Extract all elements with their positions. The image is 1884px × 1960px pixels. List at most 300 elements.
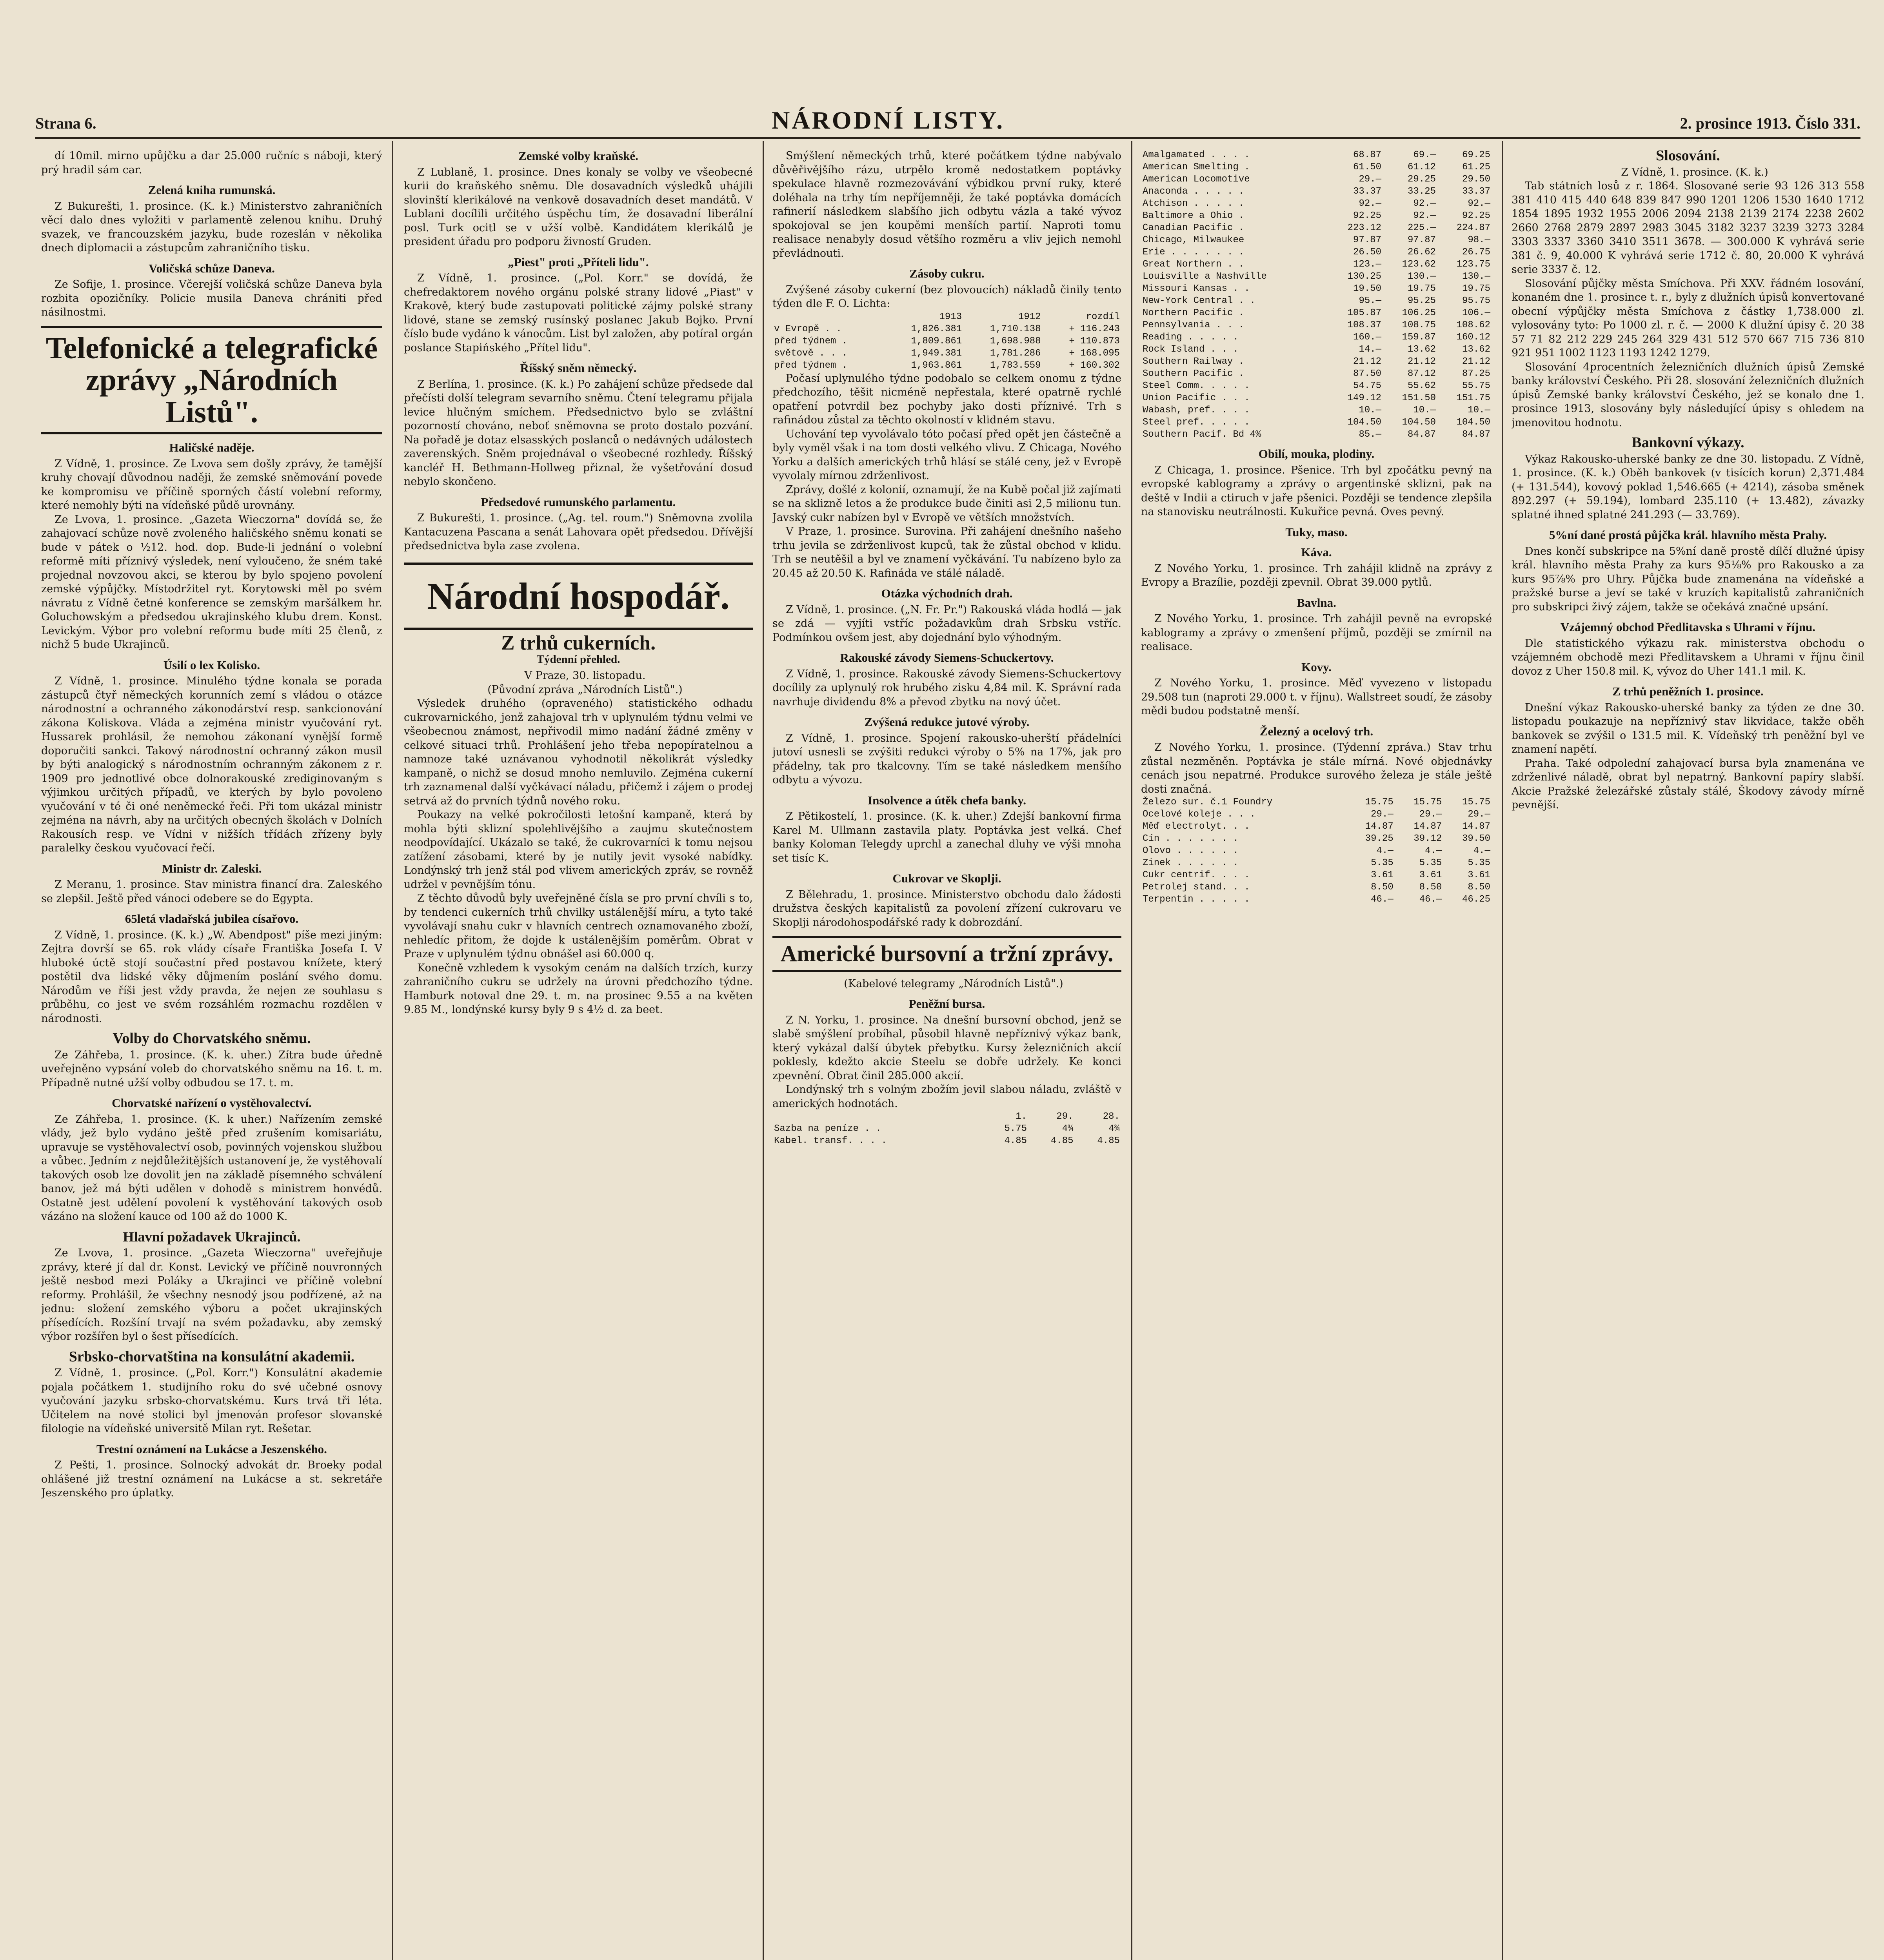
- table-row: [1141, 796, 1492, 808]
- table-row: [772, 335, 1121, 347]
- table-cell: 4.85: [1050, 1136, 1074, 1147]
- table-row: [1141, 820, 1492, 833]
- article-heading: Peněžní bursa.: [908, 997, 985, 1011]
- table-cell: 55.62: [1407, 381, 1436, 391]
- article-heading: Trestní oznámení na Lukácse a Jeszenského.: [96, 1442, 327, 1456]
- table-row: [1141, 270, 1492, 283]
- table-cell: 87.12: [1407, 368, 1436, 379]
- table-cell: 13.62: [1462, 344, 1490, 355]
- table-cell: 108.75: [1402, 320, 1436, 330]
- table-cell: 1,783.559: [990, 360, 1041, 371]
- table-row: [772, 347, 1121, 359]
- section-banner: [404, 563, 753, 630]
- article-text: Z Nového Yorku, 1. prosince. Měď vyvezeno v listopadu 29.508 tun (naproti 29.000 t. v říjnu). Wallstreet soudí, že zásoby mědi budou podstatně menší.: [1141, 677, 1492, 717]
- article-text: Dnes končí subskripce na 5%ní daně prostě dílčí dlužné úpisy král. hlavního města Prahy za kurs 95⅛% pro Rakousko a za kurs 95⅞% pro Uhry. Půjčka bude znamenána na vídeňské a pražské burse a jeví se také v kruzích kapitalistů zahraničních pro subskripci živý zájem, takže se očekává značné upsání.: [1512, 545, 1864, 613]
- money-rates-table: [772, 1111, 1121, 1147]
- article-heading: Volby do Chorvatského sněmu.: [113, 1030, 311, 1047]
- table-cell: 8.50: [1468, 882, 1490, 893]
- table-cell: 8.50: [1371, 882, 1393, 893]
- table-cell: Canadian Pacific .: [1143, 223, 1244, 233]
- article-text: Z Lublaně, 1. prosince. Dnes konaly se volby ve všeobecné kurii do kraňského sněmu. Dle dosavadních výsledků uhájili slovinští klerikálové na venkově dosavadních deset mandátů. V Lublani docílili určitého úspěchu tím, že dosavadní liberální posl. Turk ocitl se v užší volbě. Kandidátem klerikálů je president úřadu pro podporu živností Gruden.: [404, 166, 753, 248]
- table-cell: 224.87: [1456, 223, 1490, 233]
- table-row: [1141, 845, 1492, 857]
- article-heading: Zemské volby kraňské.: [518, 149, 638, 163]
- table-cell: 130.—: [1407, 271, 1436, 282]
- article-heading: Kovy.: [1301, 660, 1332, 674]
- article-text: Zvýšené zásoby cukerní (bez plovoucích) nákladů činily tento týden dle F. O. Lichta:: [772, 283, 1121, 310]
- table-row: [1141, 185, 1492, 198]
- column-2: [404, 149, 753, 1960]
- table-cell: Reading . . . . .: [1143, 332, 1239, 343]
- table-cell: Southern Pacific .: [1143, 368, 1244, 379]
- table-header: 29.: [1056, 1111, 1074, 1122]
- table-cell: 1,809.861: [911, 336, 962, 347]
- table-cell: Union Pacific . . .: [1143, 393, 1250, 403]
- article-source: (Kabelové telegramy „Národních Listů".): [844, 977, 1063, 990]
- table-row: [1141, 343, 1492, 356]
- article-text: V Praze, 1. prosince. Surovina. Při zahájení dnešního našeho trhu jevila se zdrženlivost kupců, tak že zůstal obchod v klidu. Trh se neutěšil a byl ve znamení vyčkávání. Tu nabízeno bylo za 20.45 až 20.50 K. Rafináda ve stálé náladě.: [772, 525, 1121, 579]
- article-text: Z těchto důvodů byly uveřejněné čísla se pro první chvíli s to, by tendenci cukerních trhů chvilky ustálenější míru, a tyto také vyvolávají snahu cukr v hlavních centrech oznamovaného zboží, nehledíc přitom, že dojde k ustálenějším poměrům. Obrat v Praze v uplynulém týdnu obnášel asi 60.000 q.: [404, 892, 753, 960]
- table-row: [1141, 307, 1492, 319]
- table-cell: + 168.095: [1069, 348, 1120, 359]
- table-cell: Ocelové koleje . . .: [1143, 809, 1256, 820]
- table-row: [772, 359, 1121, 372]
- article-text: Z Berlína, 1. prosince. (K. k.) Po zahájení schůze předsede dal přečísti dolší telegram sevarního sněmu. Čtení telegramu přijala levice hlučným smíchem. Předsednictvo bylo se zvláštní pozorností chováno, neboť sněmovna se proto dostalo pozvání. Na pořadě je dotaz elsasských poslanců o nedávných událostech zaverenských. Sněm projednával o všeobecné rozhledy. Říšský kancléř H. Bethmann-Hollweg přiznal, že vyšetřování dosud nebylo skončeno.: [404, 378, 753, 488]
- table-cell: 4¾: [1062, 1123, 1074, 1134]
- table-cell: 108.62: [1456, 320, 1490, 330]
- table-cell: 123.62: [1402, 259, 1436, 270]
- article-text: Dnešní výkaz Rakousko-uherské banky za týden ze dne 30. listopadu poukazuje na nepříznivý stav likvidace, takže oběh bankovek se zvýšil o 131.5 mil. K. Vídeňský trh peněžní byl ve znamení napětí.: [1512, 701, 1864, 755]
- table-cell: 1,781.286: [990, 348, 1041, 359]
- table-cell: 15.75: [1462, 797, 1490, 808]
- article-heading: Voličská schůze Daneva.: [149, 261, 275, 275]
- table-header: 1.: [1016, 1111, 1027, 1122]
- table-cell: Baltimore a Ohio .: [1143, 211, 1244, 221]
- table-cell: Rock Island . . .: [1143, 344, 1239, 355]
- table-cell: 14.87: [1413, 821, 1442, 832]
- column-4: [1141, 149, 1492, 1960]
- table-cell: Southern Railway .: [1143, 356, 1244, 367]
- article-text: Ze Záhřeba, 1. prosince. (K. k. uher.) Zítra bude úředně uveřejněno vypsání voleb do chorvatského sněmu na 16. t. m. Případně nutné užší volby odbudou se 17. t. m.: [41, 1049, 382, 1089]
- article-heading: Cukrovar ve Skoplji.: [892, 871, 1001, 885]
- article-text: Z Nového Yorku, 1. prosince. Trh zahájil pevně na evropské kablogramy a zprávy o zmenšení příjmů, později se zmírnil na realisace.: [1141, 613, 1492, 653]
- section-banner: [41, 326, 382, 435]
- article-heading: Haličské naděje.: [169, 441, 254, 455]
- table-cell: 3.61: [1371, 870, 1393, 880]
- table-cell: Pennsylvania . . .: [1143, 320, 1244, 330]
- article-text: Z Meranu, 1. prosince. Stav ministra financí dra. Zaleského se zlepšil. Ještě před vánoci odebere se do Egypta.: [41, 878, 382, 905]
- table-cell: 5.35: [1468, 858, 1490, 868]
- stocks-table: [1141, 149, 1492, 441]
- table-cell: 46.—: [1419, 894, 1442, 905]
- article-text: Tab státních losů z r. 1864. Slosované serie 93 126 313 558 381 410 415 440 648 839 847 990 1201 1206 1530 1640 1712 1854 1895 1932 1955 2006 2094 2138 2139 2174 2238 2602 2660 2768 2879 2897 2983 3045 3182 3237 3239 3273 3284 3303 3337 3360 3410 3511 3678. — 300.000 K vyhrává serie 381 č. 9, 40.000 K vyhrává serie 1712 č. 80, 20.000 K vyhrává serie 3337 č. 12.: [1512, 180, 1864, 276]
- table-cell: 5.75: [1004, 1123, 1027, 1134]
- article-text: Z Vídně, 1. prosince. („Pol. Korr.") Konsulátní akademie pojala počátkem 1. studijního roku do své učebné osnovy vyučování jazyku srbsko-chorvatskému. Kurs trvá tři léta. Učitelem na nové stolici byl jmenován profesor slovanské filologie na vídeňské universitě Milan ryt. Rešetar.: [41, 1367, 382, 1435]
- table-cell: 130.—: [1462, 271, 1490, 282]
- table-header: [772, 311, 885, 323]
- page-header: [35, 94, 1860, 139]
- article-text: Uchování tep vyvolávalo tóto počasí před opět jen částečně a byly vyměl však i na tom dosti velkého vlivu. Z Chicaga, Nového Yorku a dalších amerických trhů hlásí se stálé ceny, jež v Evropě vyvolaly mírnou zdrženlivost.: [772, 428, 1121, 482]
- table-cell: 123.—: [1353, 259, 1382, 270]
- table-cell: 123.75: [1456, 259, 1490, 270]
- article-heading: Insolvence a útěk chefa banky.: [868, 793, 1026, 807]
- article-text: Ze Sofije, 1. prosince. Včerejší voličská schůze Daneva byla rozbita opozičníky. Policie musila Daneva chrániti před násilnostmi.: [41, 278, 382, 318]
- table-header: 1912: [1018, 311, 1041, 322]
- table-cell: 105.87: [1347, 308, 1382, 318]
- table-cell: 29.25: [1407, 174, 1436, 185]
- column-rule: [392, 141, 393, 1960]
- column-rule: [1502, 141, 1503, 1960]
- article-heading: Předsedové rumunského parlamentu.: [481, 495, 676, 509]
- article-text: Poukazy na velké pokročilosti letošní kampaně, která by mohla býti sklizní spolehlivějšího a zaujmu skutečnostem neodpovídající. Ukázalo se také, že cukrovarníci k tomu nejsou zatížení zásobami, které by je nutily jevit vysoké nabídky. Londýnský trh jenž stál pod vlivem amerických zpráv, se rovněž udržel v pevnějším tónu.: [404, 809, 753, 891]
- table-cell: 21.12: [1353, 356, 1382, 367]
- table-cell: 55.75: [1462, 381, 1490, 391]
- table-cell: 85.—: [1359, 429, 1382, 440]
- table-cell: American Locomotive: [1143, 174, 1250, 185]
- article-heading: Zvýšená redukce jutové výroby.: [864, 715, 1030, 729]
- article-heading: Tuky, maso.: [1285, 525, 1348, 539]
- article-text: Z N. Yorku, 1. prosince. Na dnešní bursovní obchod, jenž se slabě smýšlení probíhal, působil hlavně nepříznivý výkaz bank, který vykázal další úbytek přebytku. Kursy železničních akcií poklesly, kdežto akcie Steelu se dobře udržely. Ke konci zpevnění. Obrat činil 285.000 akcií.: [772, 1014, 1121, 1082]
- table-row: [1141, 404, 1492, 416]
- table-cell: 97.87: [1353, 235, 1382, 245]
- article-text: Londýnský trh s volným zbožím jevil slabou náladu, zvláště v amerických hodnotách.: [772, 1083, 1121, 1110]
- table-row: [1141, 356, 1492, 368]
- table-cell: 84.87: [1407, 429, 1436, 440]
- table-cell: 26.50: [1353, 247, 1382, 258]
- article-text: Zprávy, došlé z kolonií, oznamují, že na Kubě počal již zajímati se na sklizně letos a že produkce bude činiti asi 2,5 milionu tun. Javský cukr nabízen byl v Evropě ve větších množstvích.: [772, 483, 1121, 524]
- article-heading: Ministr dr. Zaleski.: [162, 861, 262, 875]
- table-row: [1141, 222, 1492, 234]
- article-text: Z Vídně, 1. prosince. Spojení rakousko-uherští přádelníci jutoví usnesli se zvýšiti redukci výroby o 5% na 17%, jak pro přádelny, tak pro tkalcovny. Tím se také následkem menšího odbytu a vývozu.: [772, 732, 1121, 786]
- article-text: Z Bukurešti, 1. prosince. (K. k.) Ministerstvo zahraničních věcí dalo dnes vyložiti v parlamentě zelenou knihu. Druhý svazek, ve francouzském jazyku, bude rozeslán v několika dnech diplomacii a zástupcům zahraničního tisku.: [41, 200, 382, 254]
- table-cell: 39.12: [1413, 833, 1442, 844]
- table-row: [1141, 833, 1492, 845]
- table-cell: Great Northern . .: [1143, 259, 1244, 270]
- article-dateline: Z Vídně, 1. prosince. (K. k.): [1621, 166, 1768, 178]
- article-text: Z Vídně, 1. prosince. (K. k.) „W. Abendpost" píše mezi jiným: Zejtra dovrší se 65. rok vlády císaře Františka Josefa I. V hluboké úctě stojí součastní před postavou knížete, který postětil dva lidské věky důjmením poslání svého domu. Národům ve říši jest vždy pravda, že nejen ze souhlasu s průběhu, co jest ve svém rozsáhlém rozmachu rozdělen v národnosti.: [41, 929, 382, 1025]
- table-cell: 10.—: [1468, 405, 1490, 416]
- article-text: Smýšlení německých trhů, které počátkem týdne nabývalo důvěřivějšího rázu, utrpělo kromě nedostatkem poptávky spekulace hlavně rozmezovávání výbidkou první ruky, které doléhala na trhy tím nepříjemněji, že také poptávka domácích rafinerií následkem slabšího jich odbytu vázla a také vývoz spokojoval se jen koupěmi menších partií. Naproti tomu realisace nenabyly dosud většího rozměru a vliv jejich nemohl převládnouti.: [772, 150, 1121, 260]
- table-cell: Steel Comm. . . . .: [1143, 381, 1250, 391]
- table-cell: 92.—: [1413, 211, 1436, 221]
- article-heading: Obilí, mouka, plodiny.: [1258, 447, 1375, 461]
- table-cell: 39.25: [1365, 833, 1393, 844]
- table-cell: 8.50: [1419, 882, 1442, 893]
- article-source: (Původní zpráva „Národních Listů".): [487, 683, 683, 696]
- table-row: [1141, 380, 1492, 392]
- table-cell: Olovo . . . . . .: [1143, 846, 1239, 856]
- article-heading: „Piest" proti „Příteli lidu".: [508, 255, 649, 269]
- table-cell: Wabash, pref. . . .: [1143, 405, 1250, 416]
- table-row: [1141, 283, 1492, 295]
- table-cell: 29.—: [1419, 809, 1442, 820]
- table-row: [1141, 173, 1492, 185]
- table-cell: 68.87: [1353, 150, 1382, 160]
- table-cell: Petrolej stand. . .: [1143, 882, 1250, 893]
- table-cell: 95.—: [1359, 296, 1382, 306]
- article-text: Výsledek druhého (opraveného) statistického odhadu cukrovarnického, jenž zahajoval trh v uplynulém týdnu velmi ve všeobecnou známost, nepřivodil mimo nadání žádné změny v celkové situaci trhů. Prohlášení jeho třeba nepopíratelnou a namnoze také uznávanou vyhodnotil několikrát výsledky kampaně, o nichž se dosud mnoho nemluvilo. Zejména cukerní trh zaznamenal další vyčkávací náladu, přičemž i zájem o prodej setrvá až do prvních týdnů nového roku.: [404, 697, 753, 807]
- column-rule: [763, 141, 764, 1960]
- table-row: [1141, 198, 1492, 210]
- column-rule: [1131, 141, 1132, 1960]
- article-dateline: V Praze, 30. listopadu.: [524, 670, 646, 682]
- table-cell: 61.25: [1462, 162, 1490, 172]
- table-cell: 14.87: [1462, 821, 1490, 832]
- table-row: [1141, 869, 1492, 881]
- table-row: [1141, 149, 1492, 161]
- article-text: Z Pešti, 1. prosince. Solnocký advokát dr. Broeky podal ohlášené již trestní oznámení na Lukácse a st. sekretáře Jeszenského pro úplatky.: [41, 1459, 382, 1499]
- table-cell: 29.—: [1371, 809, 1393, 820]
- article-text: Z Bukurešti, 1. prosince. („Ag. tel. roum.") Sněmovna zvolila Kantacuzena Pascana a senát Lahovara opět předsedou. Dřívější předsednictva byla zase zvolena.: [404, 512, 753, 552]
- article-text: dí 10mil. mirno upůjčku a dar 25.000 ručníc s náboji, který prý hradil sám car.: [41, 150, 382, 176]
- table-row: [1141, 881, 1492, 893]
- article-text: Z Nového Yorku, 1. prosince. (Týdenní zpráva.) Stav trhu zůstal nezměněn. Poptávka je stále mírná. Nové objednávky cenách jsou nepatrné. Produkce surového železa je stále ještě dosti značná.: [1141, 741, 1492, 795]
- table-cell: 84.87: [1462, 429, 1490, 440]
- table-cell: 39.50: [1462, 833, 1490, 844]
- table-cell: 160.12: [1456, 332, 1490, 343]
- article-heading: Zásoby cukru.: [909, 267, 985, 280]
- table-cell: 14.—: [1359, 344, 1382, 355]
- article-heading: Slosování.: [1656, 149, 1720, 164]
- article-text: Dle statistického výkazu rak. ministerstva obchodu o vzájemném obchodě mezi Předlitavskem a Uhrami v říjnu činil dovoz z Uher 150.8 mil. K, vývoz do Uher 141.1 mil. K.: [1512, 637, 1864, 677]
- table-cell: v Evropě . .: [774, 323, 842, 334]
- table-cell: 4.85: [1004, 1136, 1027, 1147]
- table-cell: před týdnem .: [774, 336, 848, 347]
- table-cell: 130.25: [1347, 271, 1382, 282]
- table-cell: Cín . . . . . . .: [1143, 833, 1239, 844]
- article-text: Ze Záhřeba, 1. prosince. (K. k uher.) Nařízením zemské vlády, jež bylo vydáno ještě před zrušením komisariátu, upravuje se vystěhovalectví osob, povinných vojenskou službou a vůbec. Jedním z nejdůležitějších ustanovení je, že vystěhovalí takových osob lze dovolit jen na základě písemného schválení banov, jež má býti udělen v dohodě s ministrem honvédů. Ostatně jest udělení povolení k vystěhování takových osob vázáno na složení kauce od 100 až do 1000 K.: [41, 1113, 382, 1223]
- table-row: [1141, 246, 1492, 258]
- table-cell: 4¾: [1108, 1123, 1120, 1134]
- article-text: Výkaz Rakousko-uherské banky ze dne 30. listopadu. Z Vídně, 1. prosince. (K. k.) Oběh bankovek (v tisících korun) 2,371.484 (+ 131.544), kovový poklad 1,546.665 (+ 4214), zásoba směnek 892.297 (+ 59.194), lombard 235.110 (+ 13.482), závazky splatné ihned splatné 241.293 (— 33.769).: [1512, 453, 1864, 521]
- page-number: Strana 6.: [35, 114, 96, 132]
- table-cell: Anaconda . . . . .: [1143, 186, 1244, 197]
- sugar-stocks-table: [772, 311, 1121, 372]
- table-cell: 104.50: [1402, 417, 1436, 428]
- table-cell: 14.87: [1365, 821, 1393, 832]
- table-cell: 92.—: [1468, 198, 1490, 209]
- article-text: Konečně vzhledem k vysokým cenám na dalších trzích, kurzy zahraničního cukru se udržely na úrovni předchozího týdne. Hamburk notoval dne 29. t. m. na prosinec 9.55 a na květen 9.85 M., londýnské kursy byly 9 s 4½ d. za beet.: [404, 962, 753, 1016]
- table-cell: 92.—: [1359, 198, 1382, 209]
- article-text: Slosování půjčky města Smíchova. Při XXV. řádném losování, konaném dne 1. prosince t. r., byly z dlužních úpisů konvertované obecní výpůjčky města Smíchova z částky 1,738.000 zl. vylosovány tyto: Po 1000 zl. r. č. — 2000 K dlužní úpisy č. 20 38 57 71 82 212 229 245 264 329 431 512 570 667 715 736 810 921 951 1002 1123 1193 1242 1279.: [1512, 277, 1864, 359]
- table-row: [1141, 808, 1492, 820]
- table-cell: 61.12: [1407, 162, 1436, 172]
- article-text: Z Vídně, 1. prosince. („Pol. Korr." se dovídá, že chefredaktorem nového orgánu polské strany lidové „Piast" v Krakově, který bude zastupovati politické zájmy polské strany lidové, stane se zemský rusínský poslanec Jakub Bojko. První číslo bude vydáno k vánocům. List byl založen, aby potíral orgán poslance Stapińského „Přítel lidu".: [404, 272, 753, 354]
- table-cell: 95.75: [1462, 296, 1490, 306]
- table-row: [1141, 161, 1492, 173]
- column-3: [772, 149, 1121, 1960]
- article-heading: Otázka východních drah.: [881, 586, 1013, 600]
- table-cell: 106.—: [1462, 308, 1490, 318]
- table-cell: 13.62: [1407, 344, 1436, 355]
- table-cell: 97.87: [1407, 235, 1436, 245]
- article-heading: Vzájemný obchod Předlitavska s Uhrami v říjnu.: [1560, 620, 1816, 634]
- table-cell: 19.75: [1462, 283, 1490, 294]
- table-cell: 46.25: [1462, 894, 1490, 905]
- table-cell: Northern Pacific .: [1143, 308, 1244, 318]
- table-header: 28.: [1103, 1111, 1120, 1122]
- article-heading: Úsilí o lex Kolisko.: [163, 658, 260, 672]
- table-cell: Sazba na peníze . .: [774, 1123, 881, 1134]
- commodity-table: [1141, 796, 1492, 906]
- table-cell: 87.25: [1462, 368, 1490, 379]
- table-cell: 15.75: [1365, 797, 1393, 808]
- table-cell: Missouri Kansas . .: [1143, 283, 1250, 294]
- table-cell: 92.25: [1353, 211, 1382, 221]
- article-heading: Hlavní požadavek Ukrajinců.: [123, 1229, 301, 1245]
- table-cell: 5.35: [1371, 858, 1393, 868]
- table-cell: Kabel. transf. . . .: [774, 1136, 887, 1147]
- table-row: [1141, 295, 1492, 307]
- table-cell: 29.50: [1462, 174, 1490, 185]
- article-text: Z Vídně, 1. prosince. Rakouské závody Siemens-Schuckertovy docílily za uplynulý rok hrubého zisku 4,84 mil. K. Správní rada navrhuje dividendu 8% a převod zbytku na nový účet.: [772, 668, 1121, 708]
- table-cell: 1,826.381: [911, 323, 962, 334]
- article-heading: 5%ní dané prostá půjčka král. hlavního města Prahy.: [1549, 528, 1827, 542]
- table-cell: 4.85: [1097, 1136, 1120, 1147]
- table-cell: 19.75: [1407, 283, 1436, 294]
- table-row: [1141, 893, 1492, 906]
- table-cell: 87.50: [1353, 368, 1382, 379]
- table-cell: Zinek . . . . . .: [1143, 858, 1239, 868]
- article-subheading: Týdenní přehled.: [536, 653, 620, 666]
- article-heading: Z trhů cukerních.: [501, 632, 656, 655]
- table-cell: 4.—: [1425, 846, 1442, 856]
- section-title: Telefonické a telegrafické zprávy „Národních Listů".: [45, 330, 378, 429]
- table-cell: American Smelting .: [1143, 162, 1250, 172]
- table-cell: Amalgamated . . . .: [1143, 150, 1250, 160]
- article-text: Z Nového Yorku, 1. prosince. Trh zahájil klidně na zprávy z Evropy a Brazílie, později zpevnil. Obrat 39.000 pytlů.: [1141, 562, 1492, 588]
- article-heading: Zelená kniha rumunská.: [148, 183, 276, 197]
- article-text: Počasí uplynulého týdne podobalo se celkem onomu z týdne předchozího, těšit nicméně nepřestala, které opatrně rychlé opatření potvrdil bez pochyby jako dosti příznivé. Trh s rafinádou zůstal za těchto okolností v klidném stavu.: [772, 372, 1121, 426]
- table-cell: 29.—: [1359, 174, 1382, 185]
- section-banner: [772, 936, 1121, 972]
- table-row: [1141, 428, 1492, 441]
- table-cell: 5.35: [1419, 858, 1442, 868]
- table-cell: 1,710.138: [990, 323, 1041, 334]
- table-row: [1141, 210, 1492, 222]
- table-cell: 26.62: [1407, 247, 1436, 258]
- table-cell: 33.25: [1407, 186, 1436, 197]
- article-heading: Bankovní výkazy.: [1631, 434, 1744, 451]
- table-row: [772, 1123, 1121, 1135]
- table-cell: 10.—: [1413, 405, 1436, 416]
- table-row: [772, 1135, 1121, 1147]
- table-cell: 4.—: [1376, 846, 1393, 856]
- table-cell: New-York Central . .: [1143, 296, 1256, 306]
- article-text: Z Pětikostelí, 1. prosince. (K. k. uher.) Zdejší bankovní firma Karel M. Ullmann zastavila platy. Poptávka jest velká. Chef banky Koloman Telegdy uprchl a zanechal dluhy ve výši mnoha set tisíc K.: [772, 810, 1121, 864]
- table-cell: 19.50: [1353, 283, 1382, 294]
- table-cell: + 110.873: [1069, 336, 1120, 347]
- table-cell: 29.—: [1468, 809, 1490, 820]
- table-cell: 95.25: [1407, 296, 1436, 306]
- table-cell: 69.—: [1413, 150, 1436, 160]
- table-cell: Terpentin . . . . .: [1143, 894, 1250, 905]
- table-cell: 1,963.861: [911, 360, 962, 371]
- table-cell: 3.61: [1419, 870, 1442, 880]
- table-cell: světově . . .: [774, 348, 848, 359]
- article-text: Z Vídně, 1. prosince. („N. Fr. Pr.") Rakouská vláda hodlá — jak se zdá — vyjíti vstříc požadavkům drah Srbsku vstříc. Podmínkou ovšem jest, aby dojednání bylo výhodným.: [772, 603, 1121, 644]
- table-cell: 225.—: [1407, 223, 1436, 233]
- table-cell: 104.50: [1347, 417, 1382, 428]
- table-cell: 46.—: [1371, 894, 1393, 905]
- table-row: [1141, 857, 1492, 869]
- section-title: Národní hospodář.: [427, 575, 730, 617]
- table-cell: 21.12: [1462, 356, 1490, 367]
- table-cell: 104.50: [1456, 417, 1490, 428]
- table-cell: + 116.243: [1069, 323, 1120, 334]
- table-cell: 223.12: [1347, 223, 1382, 233]
- table-row: [772, 323, 1121, 335]
- table-row: [1141, 331, 1492, 343]
- article-heading: Chorvatské nařízení o vystěhovalectví.: [112, 1096, 312, 1110]
- table-row: [1141, 319, 1492, 331]
- table-row: [1141, 258, 1492, 270]
- table-cell: před týdnem .: [774, 360, 848, 371]
- table-row: [1141, 392, 1492, 404]
- article-text: Ze Lvova, 1. prosince. „Gazeta Wieczorna" uveřejňuje zprávy, které jí dal dr. Konst. Levický ve příčině nouvronných ještě nesbod mezi Poláky a Ukrajinci ve příčině volební reformy. Prohlášil, že všechny nesnodý jsou podřízené, až na jednu: složení zemského výboru a počet ukrajinských přísedících. Rozšíní trvají na svém požadavku, aby zemský výbor rozšířen byl o šest přísedících.: [41, 1247, 382, 1343]
- table-cell: Měď electrolyt. . .: [1143, 821, 1250, 832]
- table-cell: 160.—: [1353, 332, 1382, 343]
- newspaper-title: NÁRODNÍ LISTY.: [772, 106, 1005, 134]
- table-cell: 61.50: [1353, 162, 1382, 172]
- article-heading: Železný a ocelový trh.: [1259, 724, 1373, 738]
- table-cell: 10.—: [1359, 405, 1382, 416]
- article-text: Z Chicaga, 1. prosince. Pšenice. Trh byl zpočátku pevný na evropské kablogramy a zprávy o argentinské sklizni, pak na deště v Indii a ctiruch v jaře pšenici. Později se tendence zlepšila na stanovisku neutrálnosti. Kukuřice pevná. Oves pevný.: [1141, 464, 1492, 518]
- table-cell: 92.25: [1462, 211, 1490, 221]
- table-header: [772, 1111, 982, 1123]
- table-header: rozdíl: [1086, 311, 1120, 322]
- table-cell: Erie . . . . . . .: [1143, 247, 1244, 258]
- table-cell: 108.37: [1347, 320, 1382, 330]
- table-cell: 92.—: [1413, 198, 1436, 209]
- article-heading: Z trhů peněžních 1. prosince.: [1612, 684, 1764, 698]
- article-heading: 65letá vladařská jubilea císařovo.: [125, 912, 299, 926]
- table-row: [1141, 368, 1492, 380]
- table-cell: 54.75: [1353, 381, 1382, 391]
- column-5: [1512, 149, 1864, 1960]
- article-text: Ze Lvova, 1. prosince. „Gazeta Wieczorna" dovídá se, že zahajovací schůze nově zvoleného haličského sněmu konati se bude v pátek o ½12. hod. dop. Bude-li jednání o volební reformě míti příznivý výsledek, není vyloučeno, že sném také projednal novzovou akci, se kterou by bylo spojeno povolení zemské výpůjčky. Místodržitel ryt. Korytowski měl po svém návratu z Vídně četné konference se zemským maršálkem hr. Goluchowským a předsedou ukrajinského klubu drem. Konst. Levickým. Výbor pro volební reformu bude míti 25 členů, z nichž 5 bude Ukrajinců.: [41, 513, 382, 651]
- table-cell: 4.—: [1473, 846, 1490, 856]
- article-text: Z Vídně, 1. prosince. Minulého týdne konala se porada zástupců čtyř německých korunních zemí s vládou o otázce národnostní a ochranného zákonodárství resp. sankcionování zákona Koliskova. Vláda a zejména ministr vyučování ryt. Hussarek prohlásil, že nemohou zákonaní vynější formě doporučiti sankci. Takový národnostní ochranný zákon musil by býti analogický s národnostním ochranným zákonem z r. 1909 pro jednotlivé obce dolnorakouské zrediginovaným s výjimkou určitých případů, ve kterých by bylo povoleno vyučování v té či oné neněmecké řeči. Při tom ukázal ministr zejména na návrh, aby na určitých obecných školách v Dolních Rakousích resp. ve Vídni v nižších třídách zřízeny byly paralelky českou vyučovací řečí.: [41, 675, 382, 855]
- table-cell: 149.12: [1347, 393, 1382, 403]
- article-heading: Říšský sněm německý.: [520, 361, 637, 375]
- table-cell: 33.37: [1353, 186, 1382, 197]
- article-heading: Káva.: [1301, 545, 1332, 559]
- issue-date: 2. prosince 1913. Číslo 331.: [1680, 114, 1860, 132]
- table-cell: 33.37: [1462, 186, 1490, 197]
- table-header: 1913: [939, 311, 962, 322]
- article-heading: Bavlna.: [1297, 595, 1336, 610]
- table-cell: 98.—: [1468, 235, 1490, 245]
- article-text: Slosování 4procentních železničních dlužních úpisů Zemské banky království Českého. Při 28. slosování železničních dlužních úpisů Zemské banky království Českého, jež se konalo dne 1. prosince 1913, slosovány byly následující úpisy s ohledem na jmenovitou hodnotu.: [1512, 361, 1864, 429]
- article-text: Z Vídně, 1. prosince. Ze Lvova sem došly zprávy, že tamější kruhy chovají důvodnou naději, že zemské sněmování povede ke kompromisu ve příčině sporných částí volební reformy, které nemohly býti na vídeňské půdě urovnány.: [41, 457, 382, 512]
- table-cell: 151.75: [1456, 393, 1490, 403]
- table-cell: Železo sur. č.1 Foundry: [1143, 797, 1273, 808]
- section-title: Americké bursovní a tržní zprávy.: [780, 941, 1114, 966]
- article-heading: Srbsko-chorvatština na konsulátní akademii.: [69, 1348, 355, 1365]
- table-cell: 3.61: [1468, 870, 1490, 880]
- column-1: [41, 149, 382, 1960]
- table-cell: 69.25: [1462, 150, 1490, 160]
- table-row: [1141, 234, 1492, 246]
- table-cell: + 160.302: [1069, 360, 1120, 371]
- table-cell: 159.87: [1402, 332, 1436, 343]
- table-row: [1141, 416, 1492, 428]
- table-cell: 1,698.988: [990, 336, 1041, 347]
- article-text: Z Bělehradu, 1. prosince. Ministerstvo obchodu dalo žádosti družstva českých kapitalistů za povolení zřízení cukrovaru ve Skoplji národohospodářské rady k dobrozdání.: [772, 888, 1121, 929]
- table-cell: 15.75: [1413, 797, 1442, 808]
- table-cell: 1,949.381: [911, 348, 962, 359]
